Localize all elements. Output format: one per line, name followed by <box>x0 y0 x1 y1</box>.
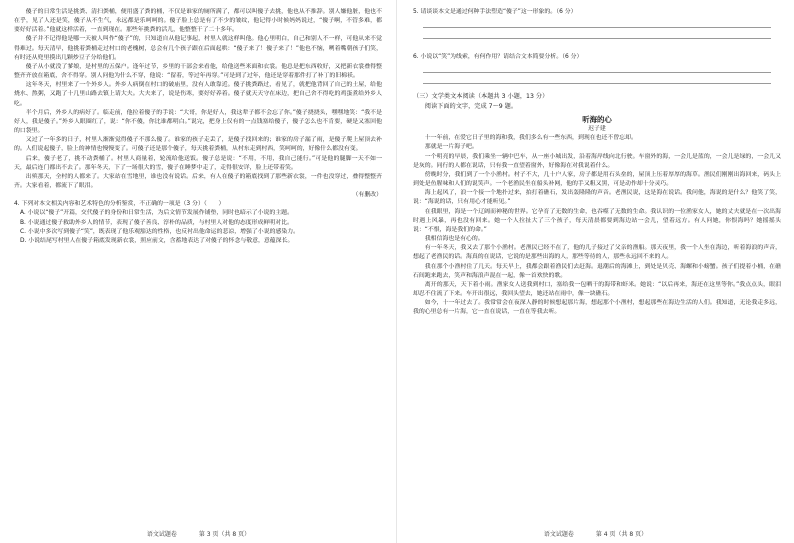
left-footer <box>0 529 397 538</box>
story-paragraph: 出殡那天，全村的人都来了。大家站在雪地里，谁也没有说话。后来，有人在傻子的箱底找到了那些新衣裳，一件也没穿过，叠得整整齐齐。大家看着，都流下了眼泪。 <box>14 173 382 189</box>
story-paragraph: 傍晚时分，我们到了一个小渔村。村子不大，几十户人家，房子都是用石头垒的，屋顶上压着厚厚的海草。渔民们刚刚出海回来，码头上到处是鱼腥味和人们的说笑声。一个老渔民坐在船头补网，他的手又粗又黑，可是动作却十分灵巧。 <box>413 171 781 188</box>
story-paragraph: 在我眼里，海是一个辽阔而神秘的世界。它孕育了无数的生命，也吞噬了无数的生命。我认识的一位渔家女人，她的丈夫就是在一次出海时遇上风暴，再也没有回来。她一个人拉扯大了三个孩子，每天清晨都要到海边站一会儿，望着远方。有人问她，你恨海吗？她摇摇头说：“不恨，海是我们的命。” <box>413 208 781 233</box>
footer-paper-name: 语文试题卷 <box>543 531 574 538</box>
question-4-option-b: B. 小说通过傻子救助外乡人的情节，表现了傻子善良、淳朴的品质，与村里人对他的态度形成鲜明对比。 <box>20 219 293 226</box>
story-paragraph: 离开的那天，天下着小雨。渔家女人送我到村口，塞给我一包晒干的海带和虾米。她说：“以后再来，海还在这里等你。”我点点头，眼泪却忍不住流了下来。车开出很远，我回头望去，她还站在雨中，像一块礁石。 <box>413 281 781 297</box>
left-column <box>14 8 382 246</box>
story-paragraph: 十一年前，在爱它日子里的海和我，我们多么有一些东西，到现在也还不曾忘却。 <box>424 135 637 142</box>
question-4-option-d: D. 小说结尾写村里人在傻子箱底发现新衣裳，照应前文，含蓄地表达了对傻子的怀念与敬意，意蕴深长。 <box>20 237 294 244</box>
story-paragraph: 傻子从小就没了爹娘，是村里的五保户。逢年过节，乡里的干部会来看他，给他送些米面和衣裳。他总是把东西收好，又把新衣裳叠得整整齐齐放在箱底，舍不得穿。别人问他为什么不穿，他说：“留着，等过年再穿。”可是到了过年，他还是穿着那件打了补丁的旧棉袄。 <box>14 63 382 80</box>
story-paragraph: 海上起风了，浪一个接一个地扑过来，拍打着礁石，发出轰隆隆的声音。老渔民说，这是海在说话。我问他，海说的是什么？他笑了笑，说：“海说的话，只有用心才能听见。” <box>413 190 781 206</box>
story-paragraph: 傻子的日常生活是挑粪、清扫粪桶，便用盛了粪的桶，不仅是谁家的厕所满了，都可以叫傻子去挑，他也从不推辞。别人嫌他脏，他也不在乎，见了人还是笑，傻子从不生气，永远都是乐呵呵的。傻子脸上总是有了不少的皱纹，他记得小时候妈妈说过，“傻子啊，不管多难，都要好好活着。”他就这样活着，一直到现在。那些年挑粪的活儿，他整整干了二十多年。 <box>14 9 382 34</box>
answer-line[interactable] <box>423 72 771 73</box>
story-paragraph: 后来，傻子老了，挑不动粪桶了。村里人商量着，轮流给他送饭。傻子总是说：“不用，不用，我自己能行。”可是他的腿脚一天不如一天，最后连门都出不去了。那年冬天，下了一场很大的雪，傻子在睡梦中走了，走得很安详，脸上还带着笑。 <box>14 155 382 171</box>
story-paragraph: 又过了一年多的日子，村里人渐渐觉得傻子不那么傻了。谁家的孩子走丢了，是傻子找回来的；谁家的房子漏了雨，是傻子爬上屋顶去补的。人们说起傻子，脸上的神情也慢慢变了。可傻子还是那个傻子，每天挑着粪桶，从村东走到村西，笑呵呵的，好像什么都没有变。 <box>14 137 382 153</box>
footer-paper-name: 语文试题卷 <box>146 531 177 538</box>
question-4-option-a: A. 小说以“傻子”开篇，交代傻子的身份和日常生活，为后文情节发展作铺垫，同时也暗示了小说的主题。 <box>20 210 293 217</box>
question-5: 5. 请谈谈本文是通过何种手法塑造“傻子”这一形象的。（6 分） <box>413 9 577 15</box>
story-paragraph: 我相信海也是有心的。 <box>424 236 484 243</box>
question-6: 6. 小说以“笑”为线索，有何作用？请结合文本简要分析。（6 分） <box>413 54 583 61</box>
story-paragraph: 半个月后，外乡人的病好了。临走前，他拉着傻子的手说：“大哥，你是好人，我这辈子都不会忘了你。”傻子挠挠头，嘿嘿地笑：“我不是好人，我是傻子。”外乡人眼圈红了，说：“你不傻，你比谁都明白。”说完，把身上仅有的一点钱塞给傻子，傻子怎么也不肯要，硬是又塞回他的口袋里。 <box>14 109 382 135</box>
story-paragraph: 傻子并不记得他是哪一天被人叫作“傻子”的，只知道自从他记事起，村里人就这样叫他。他心里明白，自己和别人不一样，可他从来不觉得难过。每天清早，他挑着粪桶走过村口的老槐树，总会有几个孩子跟在后面起哄：“傻子来了！傻子来了！”他也不恼，咧着嘴朝孩子们笑，有时还从兜里摸出几颗炒豆子分给他们。 <box>14 36 382 61</box>
question-4-stem: 4. 下列对本文相关内容和艺术特色的分析鉴赏，不正确的一项是（3 分）（ ） <box>14 201 225 208</box>
right-footer <box>397 529 794 538</box>
footer-page-number: 第 3 页（共 8 页） <box>198 531 251 538</box>
attribution: （有删改） <box>352 192 382 199</box>
footer-page-number: 第 4 页（共 8 页） <box>595 531 648 538</box>
story-title: 听海的心 <box>582 115 612 125</box>
right-page <box>397 0 794 543</box>
story-paragraph: 一个明亮的早晨，我们乘坐一辆中巴车，从一座小城出发，沿着海岸线向北行驶。车窗外的海，一会儿是蓝的，一会儿是绿的，一会儿又是灰的。同行的人都在说话，只有我一直望着窗外，好像海在对我说着什么。 <box>413 153 781 169</box>
section-instruction: 阅读下面的文字，完成 7～9 题。 <box>424 103 518 111</box>
story-author: 迟子建 <box>588 126 606 133</box>
right-column <box>413 8 781 317</box>
story-paragraph: 那就是一片海子吧。 <box>424 144 478 151</box>
story-paragraph: 如今，十一年过去了。我常常会在夜深人静的时候想起那片海，想起那个小渔村，想起那些在海边生活的人们。我知道，无论我走多远，我的心里总有一片海，它一直在说话，一直在等我去听。 <box>413 300 781 316</box>
story-paragraph: 这年冬天，村里来了一个外乡人。外乡人病倒在村口的破庙里，没有人敢靠近。傻子挑粪路过，看见了，就把他背回了自己的土屋，给他烧水、熬粥，又跑了十几里山路去镇上请大夫。大夫来了，说是伤寒，要好好养着。傻子就天天守在床边，把自己舍不得吃的鸡蛋煮给外乡人吃。 <box>14 82 382 107</box>
answer-line[interactable] <box>423 27 771 28</box>
question-4-option-c: C. 小说中多次写到傻子“笑”，既表现了他乐观豁达的性格，也反衬出他命运的悲凉，增强了小说的感染力。 <box>20 228 300 235</box>
story-paragraph: 有一年冬天，我又去了那个小渔村。老渔民已经不在了，他的儿子接过了父亲的渔船。那天夜里，我一个人坐在海边，听着海浪的声音，想起了老渔民的话。海真的在说话，它说的是那些出海的人，那些等待的人，那些永远回不来的人。 <box>413 245 781 261</box>
section-header: （三）文学类文本阅读（本题共 3 小题，13 分） <box>413 93 549 101</box>
story-paragraph: 我在那个小渔村住了几天。每天早上，我都会跟着渔民们去赶海。退潮后的海滩上，到处是贝壳、海螺和小螃蟹。孩子们提着小桶，在礁石间跑来跑去，笑声和海浪声混在一起，像一首欢快的歌。 <box>413 263 781 279</box>
